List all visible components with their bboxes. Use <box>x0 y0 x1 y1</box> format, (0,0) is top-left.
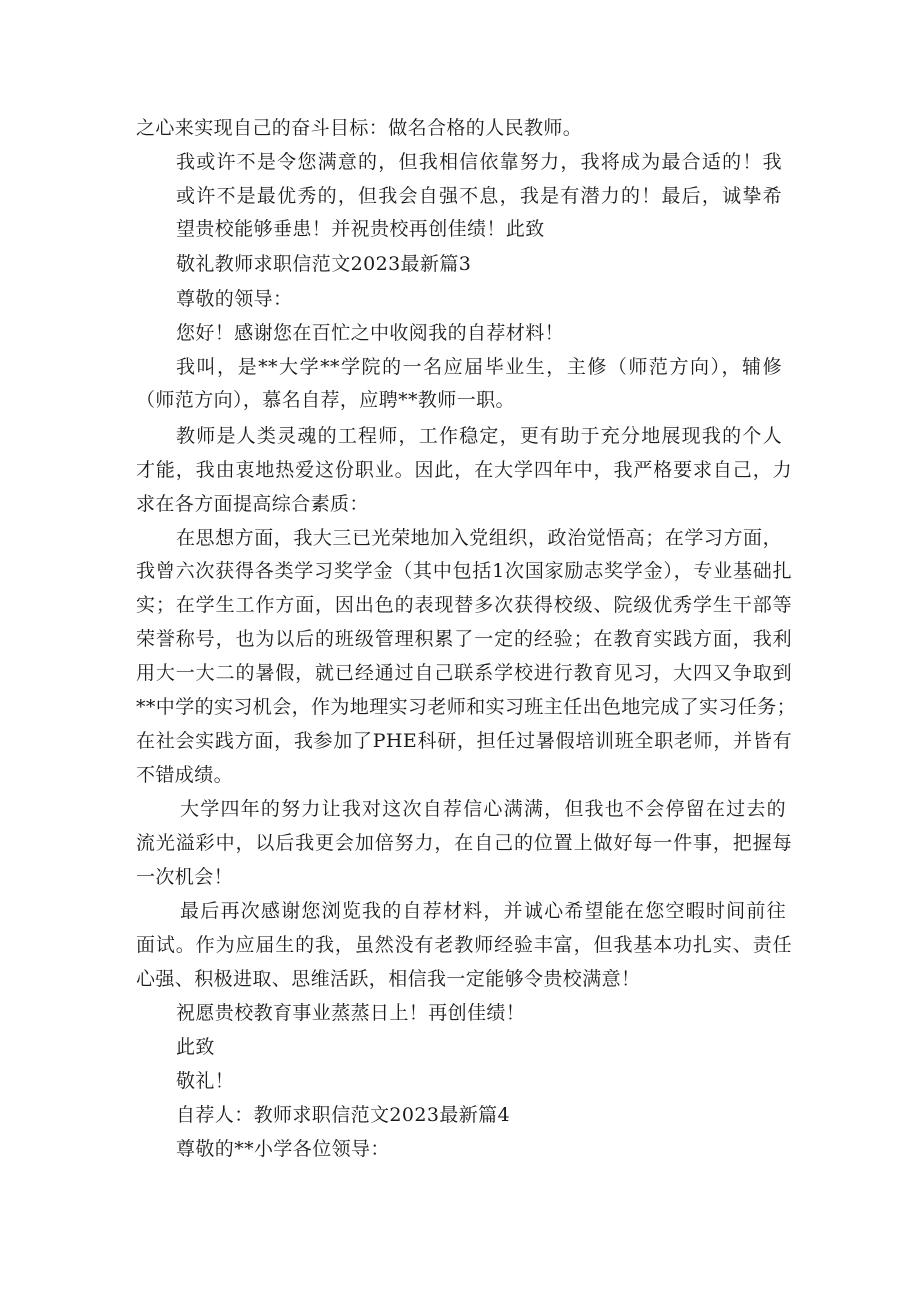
salutation: 尊敬的**小学各位领导： <box>176 1138 390 1160</box>
text-line: 实；在学生工作方面，因出色的表现替多次获得校级、院级优秀学生干部等 <box>136 594 792 616</box>
text-line: 最后再次感谢您浏览我的自荐材料，并诚心希望能在您空暇时间前往 <box>180 900 786 922</box>
text-line: 教师是人类灵魂的工程师，工作稳定，更有助于充分地展现我的个人 <box>176 425 782 447</box>
text-line: 或许不是最优秀的，但我会自强不息，我是有潜力的！最后，诚挚希 <box>176 185 782 207</box>
signature-line: 自荐人：教师求职信范文2023最新篇4 <box>176 1104 511 1126</box>
text-line: 不错成绩。 <box>136 764 234 786</box>
closing-line: 此致 <box>176 1036 215 1058</box>
salutation: 尊敬的领导： <box>176 288 293 310</box>
text-line: 大学四年的努力让我对这次自荐信心满满，但我也不会停留在过去的 <box>180 798 786 820</box>
text-line: （师范方向），慕名自荐，应聘**教师一职。 <box>136 389 515 411</box>
text-line: 我曾六次获得各类学习奖学金（其中包括1次国家励志奖学金），专业基础扎 <box>136 560 792 582</box>
closing-line: 敬礼！ <box>176 1070 235 1092</box>
text-line: 荣誉称号，也为以后的班级管理积累了一定的经验；在教育实践方面，我利 <box>136 628 792 650</box>
text-line: 我或许不是令您满意的，但我相信依靠努力，我将成为最合适的！我 <box>176 151 782 173</box>
text-line: 祝愿贵校教育事业蒸蒸日上！再创佳绩！ <box>176 1002 526 1024</box>
text-line: 之心来实现自己的奋斗目标：做名合格的人民教师。 <box>136 117 583 139</box>
text-line: 用大一大二的暑假，就已经通过自己联系学校进行教育见习，大四又争取到 <box>136 662 792 684</box>
text-line: 在社会实践方面，我参加了PHE科研，担任过暑假培训班全职老师，并皆有 <box>136 730 792 752</box>
section-heading: 敬礼教师求职信范文2023最新篇3 <box>176 253 472 275</box>
text-line: 在思想方面，我大三已光荣地加入党组织，政治觉悟高；在学习方面， <box>176 527 782 549</box>
text-line: 我叫，是**大学**学院的一名应届毕业生，主修（师范方向），辅修 <box>176 356 782 378</box>
text-line: 求在各方面提高综合素质： <box>136 493 369 515</box>
text-line: 望贵校能够垂患！并祝贵校再创佳绩！此致 <box>176 218 545 240</box>
text-line: **中学的实习机会，作为地理实习老师和实习班主任出色地完成了实习任务； <box>136 696 797 718</box>
text-line: 才能，我由衷地热爱这份职业。因此，在大学四年中，我严格要求自己，力 <box>136 459 792 481</box>
text-line: 一次机会！ <box>136 866 234 888</box>
text-line: 心强、积极进取、思维活跃，相信我一定能够令贵校满意！ <box>136 968 641 990</box>
text-line: 流光溢彩中，以后我更会加倍努力，在自己的位置上做好每一件事，把握每 <box>136 832 792 854</box>
text-line: 您好！感谢您在百忙之中收阅我的自荐材料！ <box>176 322 565 344</box>
text-line: 面试。作为应届生的我，虽然没有老教师经验丰富，但我基本功扎实、责任 <box>136 934 792 956</box>
